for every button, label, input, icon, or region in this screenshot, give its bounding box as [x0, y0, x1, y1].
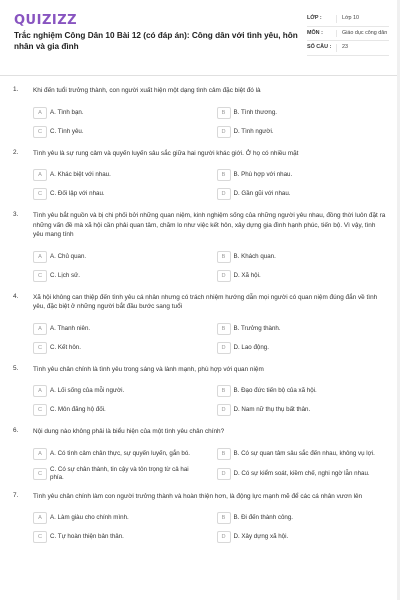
option-letter-box: D: [217, 126, 231, 138]
answer-option[interactable]: [217, 168, 387, 182]
answer-options: [33, 511, 386, 544]
question-item: [0, 293, 400, 355]
option-text: A. Có tình cảm chân thực, sự quyến luyến, gắn bó.: [50, 449, 191, 457]
question-number: 1.: [13, 86, 19, 93]
option-text: B. Có sự quan tâm sâu sắc đến nhau, không vụ lợi.: [233, 449, 375, 457]
meta-row-grade: [307, 12, 389, 27]
answer-option[interactable]: [33, 322, 203, 336]
option-letter-box: A: [33, 385, 47, 397]
option-text: B. Trưởng thành.: [233, 324, 281, 332]
option-text: C. Kết hôn.: [50, 343, 81, 351]
option-text: D. Nam nữ thụ thụ bất thân.: [233, 406, 311, 413]
answer-option[interactable]: [217, 125, 387, 139]
answer-option[interactable]: [217, 511, 387, 525]
option-text: B. Đạo đức tiến bộ của xã hội.: [233, 387, 317, 394]
option-letter-box: D: [217, 404, 231, 416]
answer-option[interactable]: [33, 341, 203, 355]
option-letter-box: B: [217, 512, 231, 524]
option-letter-box: A: [33, 323, 47, 335]
option-letter-box: C: [33, 270, 47, 282]
option-letter-box: B: [217, 107, 231, 119]
meta-value: 23: [336, 44, 389, 52]
option-letter-box: D: [217, 342, 231, 354]
meta-value: Giáo dục công dân: [336, 30, 389, 38]
option-text: B. Đi đến thành công.: [233, 514, 294, 521]
answer-option[interactable]: [217, 466, 387, 482]
option-text: A. Thanh niên.: [50, 324, 91, 332]
option-letter-box: A: [33, 512, 47, 524]
option-text: D. Xây dựng xã hội.: [233, 533, 289, 540]
option-letter-box: A: [33, 107, 47, 119]
answer-options: [33, 384, 386, 417]
option-text: D. Tình người.: [233, 127, 274, 135]
option-text: B. Khách quan.: [233, 252, 276, 260]
question-item: [0, 492, 400, 545]
option-letter-box: C: [33, 468, 47, 480]
question-text: Tình yêu chân chính là tình yêu trong sáng và lành mạnh, phù hợp với quan niệm: [33, 365, 264, 373]
question-number: 7.: [13, 491, 19, 499]
question-number: 4.: [13, 292, 19, 300]
quizizz-logo[interactable]: QUIZIZZ: [14, 13, 78, 28]
option-text: B. Tình thương.: [233, 108, 278, 116]
option-text: C. Môn đăng hộ đối.: [50, 406, 106, 413]
answer-options: [33, 250, 386, 283]
option-text: C. Có sự chân thành, tin cậy và tôn trọng từ cả hai phía.: [50, 465, 189, 481]
answer-option[interactable]: [33, 447, 203, 461]
answer-option[interactable]: [33, 168, 203, 182]
option-text: C. Đối lập với nhau.: [50, 190, 105, 197]
meta-value: Lớp 10: [336, 15, 389, 23]
option-text: C. Tình yêu.: [50, 127, 84, 135]
answer-option[interactable]: [33, 250, 203, 264]
answer-option[interactable]: [217, 250, 387, 264]
option-letter-box: C: [33, 126, 47, 138]
worksheet-title: Trắc nghiệm Công Dân 10 Bài 12 (có đáp án): Công dân với tình yêu, hôn nhân và gia đình: [14, 31, 298, 51]
question-number: 6.: [13, 427, 19, 434]
answer-option[interactable]: [33, 466, 203, 482]
question-number: 3.: [13, 211, 19, 218]
option-letter-box: C: [33, 188, 47, 200]
option-letter-box: B: [217, 323, 231, 335]
option-text: D. Gần gũi với nhau.: [233, 190, 291, 197]
question-text: Tình yêu là sự rung cảm và quyến luyến sâu sắc giữa hai người khác giới. Ở họ có nhiều mặt: [33, 149, 299, 157]
answer-options: [33, 322, 386, 355]
option-text: D. Lao động.: [233, 343, 269, 351]
answer-option[interactable]: [217, 106, 387, 120]
question-number: 2.: [13, 148, 19, 156]
option-letter-box: C: [33, 342, 47, 354]
option-letter-box: B: [217, 251, 231, 263]
answer-option[interactable]: [217, 341, 387, 355]
question-item: [0, 365, 400, 418]
question-text: Nội dung nào không phải là biểu hiện của một tình yêu chân chính?: [33, 428, 225, 435]
answer-option[interactable]: [33, 187, 203, 201]
option-text: A. Làm giàu cho chính mình.: [50, 514, 129, 521]
option-letter-box: D: [217, 188, 231, 200]
answer-option[interactable]: [217, 530, 387, 544]
meta-label: SỐ CÂU :: [307, 44, 332, 50]
question-item: [0, 86, 400, 139]
question-text: Tình yêu chân chính làm con người trưởng thành và hoàn thiện hơn, là động lực mạnh mẽ để các cá nhân vươn lên: [33, 492, 363, 500]
option-text: C. Tự hoàn thiện bản thân.: [50, 533, 124, 540]
option-text: B. Phù hợp với nhau.: [233, 171, 293, 178]
option-letter-box: A: [33, 169, 47, 181]
worksheet-meta: [307, 12, 389, 56]
answer-option[interactable]: [33, 384, 203, 398]
option-letter-box: A: [33, 448, 47, 460]
question-number: 5.: [13, 364, 19, 372]
answer-option[interactable]: [33, 269, 203, 283]
meta-row-subject: [307, 27, 389, 42]
option-text: A. Lối sống của mỗi người.: [50, 387, 125, 394]
answer-option[interactable]: [217, 322, 387, 336]
question-item: [0, 211, 400, 283]
meta-row-count: [307, 41, 389, 56]
header-divider: [0, 75, 400, 76]
option-letter-box: D: [217, 468, 231, 480]
option-text: D. Xã hội.: [233, 271, 261, 279]
question-item: [0, 427, 400, 482]
answer-option[interactable]: [33, 125, 203, 139]
option-letter-box: C: [33, 404, 47, 416]
answer-option[interactable]: [33, 403, 203, 417]
question-text: Khi đến tuổi trưởng thành, con người xuất hiện một dạng tình cảm đặc biệt đó là: [33, 87, 261, 94]
answer-options: [33, 168, 386, 201]
meta-label: LỚP :: [307, 15, 322, 21]
option-letter-box: D: [217, 531, 231, 543]
meta-label: MÔN :: [307, 29, 323, 36]
option-letter-box: B: [217, 169, 231, 181]
answer-option[interactable]: [217, 403, 387, 417]
answer-option[interactable]: [217, 187, 387, 201]
answer-option[interactable]: [217, 384, 387, 398]
option-letter-box: A: [33, 251, 47, 263]
option-text: A. Khác biệt với nhau.: [50, 171, 111, 178]
question-item: [0, 149, 400, 202]
answer-options: [33, 447, 386, 482]
answer-option[interactable]: [217, 447, 387, 461]
question-list: [0, 86, 400, 554]
answer-option[interactable]: [217, 269, 387, 283]
option-letter-box: B: [217, 448, 231, 460]
option-text: A. Tình bạn.: [50, 108, 84, 116]
option-text: C. Lịch sử.: [50, 271, 80, 279]
question-text: Tình yêu bắt nguồn và bị chi phối bởi những quan niệm, kinh nghiệm sống của những người yêu nhau, đồng thời luôn đặt ra những vấn đề mà xã hội cần phải quan tâm, chăm lo như việc kết hôn, xây dựng gia đình hạnh phúc, tiến bộ. Vì vậy, tình yêu mang tính: [33, 212, 386, 238]
question-text: Xã hội không can thiệp đến tình yêu cá nhân nhưng có trách nhiệm hướng dẫn mọi người có quan niệm đúng đắn về tình yêu, đặc biệt ở những người bắt đầu bước sang tuổi: [33, 293, 378, 310]
answer-option[interactable]: [33, 511, 203, 525]
option-letter-box: B: [217, 385, 231, 397]
option-text: A. Chủ quan.: [50, 252, 87, 260]
answer-options: [33, 106, 386, 139]
answer-option[interactable]: [33, 530, 203, 544]
answer-option[interactable]: [33, 106, 203, 120]
option-text: D. Có sự kiểm soát, kiềm chế, nghi ngờ lẫn nhau.: [233, 469, 370, 477]
option-letter-box: D: [217, 270, 231, 282]
option-letter-box: C: [33, 531, 47, 543]
